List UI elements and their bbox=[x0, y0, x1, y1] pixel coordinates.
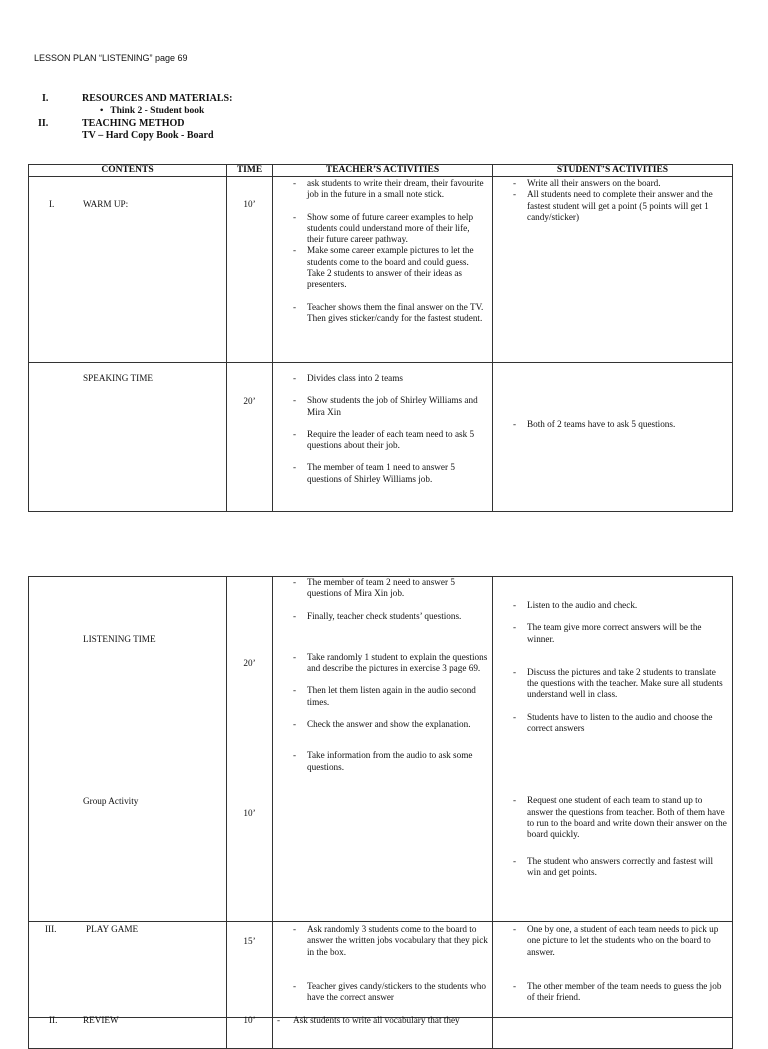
playgame-number: III. bbox=[45, 924, 57, 934]
warmup-time: 10’ bbox=[243, 199, 256, 209]
warmup-student-list bbox=[509, 178, 728, 223]
playgame-time: 15’ bbox=[243, 936, 256, 946]
list-item: - Finally, teacher check students’ questions. bbox=[289, 611, 488, 622]
list-item: - The other member of the team needs to guess the job of their friend. bbox=[509, 981, 728, 1004]
warmup-number: I. bbox=[49, 199, 55, 209]
bullet-dot-icon: • bbox=[100, 106, 104, 116]
warmup-student-cell bbox=[493, 177, 733, 363]
listening-time: 20’ bbox=[243, 658, 256, 668]
speaking-teacher-list bbox=[289, 373, 488, 485]
playgame-label: PLAY GAME bbox=[86, 924, 139, 934]
list-item: - Students have to listen to the audio and choose the correct answers bbox=[509, 712, 728, 735]
table-row-play-game bbox=[29, 922, 733, 1018]
listening-teacher-list bbox=[289, 577, 488, 773]
list-item: - Discuss the pictures and take 2 students to translate the questions with the teacher. Make sure all students understand well in class. bbox=[509, 667, 728, 701]
review-label: REVIEW bbox=[83, 1015, 119, 1025]
playgame-teacher-list bbox=[289, 924, 488, 1003]
list-item: - Show students the job of Shirley Williams and Mira Xin bbox=[289, 395, 488, 418]
listening-contents-cell bbox=[29, 577, 227, 922]
table-row-warm-up bbox=[29, 177, 733, 363]
warmup-teacher-list bbox=[289, 178, 488, 324]
warmup-label: WARM UP: bbox=[83, 199, 129, 209]
warmup-teacher-cell bbox=[273, 177, 493, 363]
playgame-student-cell bbox=[493, 922, 733, 1018]
review-teacher-cell bbox=[273, 1015, 493, 1049]
listening-time-cell bbox=[227, 577, 273, 922]
listening-student-cell bbox=[493, 577, 733, 922]
list-item: - ask students to write their dream, their favourite job in the future in a small note stick. bbox=[289, 178, 488, 201]
speaking-student-cell bbox=[493, 363, 733, 512]
speaking-teacher-cell bbox=[273, 363, 493, 512]
list-item: - Divides class into 2 teams bbox=[289, 373, 488, 384]
table-row-speaking bbox=[29, 363, 733, 512]
list-item: - Request one student of each team to stand up to answer the questions from teacher. Both of them have to run to the board and write down their answer on the board quickly. bbox=[509, 795, 728, 840]
list-item: - Take randomly 1 student to explain the questions and describe the pictures in exercise 3 page 69. bbox=[289, 652, 488, 675]
section-1-title: RESOURCES AND MATERIALS: bbox=[82, 93, 233, 104]
list-item: - Ask randomly 3 students come to the board to answer the written jobs vocabulary that they pick in the box. bbox=[289, 924, 488, 958]
playgame-student-list bbox=[509, 924, 728, 1003]
speaking-time: 20’ bbox=[243, 396, 256, 406]
list-item: - One by one, a student of each team needs to pick up one picture to let the students who on the board to answer. bbox=[509, 924, 728, 958]
speaking-contents-cell bbox=[29, 363, 227, 512]
list-item: - The member of team 2 need to answer 5 questions of Mira Xin job. bbox=[289, 577, 488, 600]
listening-student-list bbox=[509, 600, 728, 878]
warmup-contents-cell bbox=[29, 177, 227, 363]
review-number: II. bbox=[49, 1015, 58, 1025]
list-item: - Both of 2 teams have to ask 5 questions. bbox=[509, 419, 728, 430]
lesson-table-1 bbox=[28, 164, 733, 512]
review-contents-cell bbox=[29, 1015, 227, 1049]
header-teacher-activities: TEACHER’S ACTIVITIES bbox=[273, 165, 493, 177]
table-header-row bbox=[29, 165, 733, 177]
list-item: - Teacher gives candy/stickers to the students who have the correct answer bbox=[289, 981, 488, 1004]
speaking-time-cell bbox=[227, 363, 273, 512]
section-2-title: TEACHING METHOD bbox=[82, 118, 185, 129]
list-item: - Write all their answers on the board. bbox=[509, 178, 728, 189]
review-teacher-dash: - bbox=[277, 1015, 281, 1025]
list-item: - All students need to complete their answer and the fastest student will get a point (5 points will get 1 candy/sticker) bbox=[509, 189, 728, 223]
list-item: - Then let them listen again in the audio second times. bbox=[289, 685, 488, 708]
resource-bullet-text: Think 2 - Student book bbox=[110, 106, 205, 116]
playgame-contents-cell bbox=[29, 922, 227, 1018]
review-student-cell bbox=[493, 1018, 733, 1049]
warmup-time-cell bbox=[227, 177, 273, 363]
list-item: - Listen to the audio and check. bbox=[509, 600, 728, 611]
list-item: - Check the answer and show the explanation. bbox=[289, 719, 488, 730]
list-item: - The team give more correct answers will be the winner. bbox=[509, 622, 728, 645]
listening-label: LISTENING TIME bbox=[83, 634, 156, 644]
list-item: - Show some of future career examples to help students could understand more of their life, their future career pathway. bbox=[289, 212, 488, 246]
list-item: - Teacher shows them the final answer on the TV. Then gives sticker/candy for the fastest student. bbox=[289, 302, 488, 325]
header-student-activities: STUDENT’S ACTIVITIES bbox=[493, 165, 733, 177]
section-1-number: I. bbox=[42, 93, 49, 104]
lesson-table-2 bbox=[28, 576, 733, 1049]
document-heading: LESSON PLAN “LISTENING” page 69 bbox=[34, 53, 188, 63]
list-item: - The student who answers correctly and fastest will win and get points. bbox=[509, 856, 728, 879]
review-time-cell bbox=[227, 1015, 273, 1049]
playgame-teacher-cell bbox=[273, 922, 493, 1018]
section-2-number: II. bbox=[38, 118, 49, 129]
header-time: TIME bbox=[227, 165, 273, 177]
review-time: 10’ bbox=[243, 1015, 256, 1025]
list-item: - Take information from the audio to ask some questions. bbox=[289, 750, 488, 773]
group-activity-time: 10’ bbox=[243, 808, 256, 818]
speaking-label: SPEAKING TIME bbox=[83, 373, 154, 383]
header-contents: CONTENTS bbox=[29, 165, 227, 177]
playgame-time-cell bbox=[227, 922, 273, 1018]
list-item: - The member of team 1 need to answer 5 questions of Shirley Williams job. bbox=[289, 462, 488, 485]
section-2-subtitle: TV – Hard Copy Book - Board bbox=[82, 130, 214, 141]
speaking-student-list bbox=[509, 419, 728, 430]
listening-teacher-cell bbox=[273, 577, 493, 922]
list-item: - Make some career example pictures to let the students come to the board and could guess. Take 2 students to answer of their ideas as presenters. bbox=[289, 245, 488, 290]
resource-bullet bbox=[100, 106, 204, 116]
review-teacher-first: Ask students to write all vocabulary that they bbox=[293, 1015, 460, 1025]
table-row-review bbox=[29, 1018, 733, 1049]
table-row-listening bbox=[29, 577, 733, 922]
group-activity-label: Group Activity bbox=[83, 796, 139, 806]
list-item: - Require the leader of each team need to ask 5 questions about their job. bbox=[289, 429, 488, 452]
